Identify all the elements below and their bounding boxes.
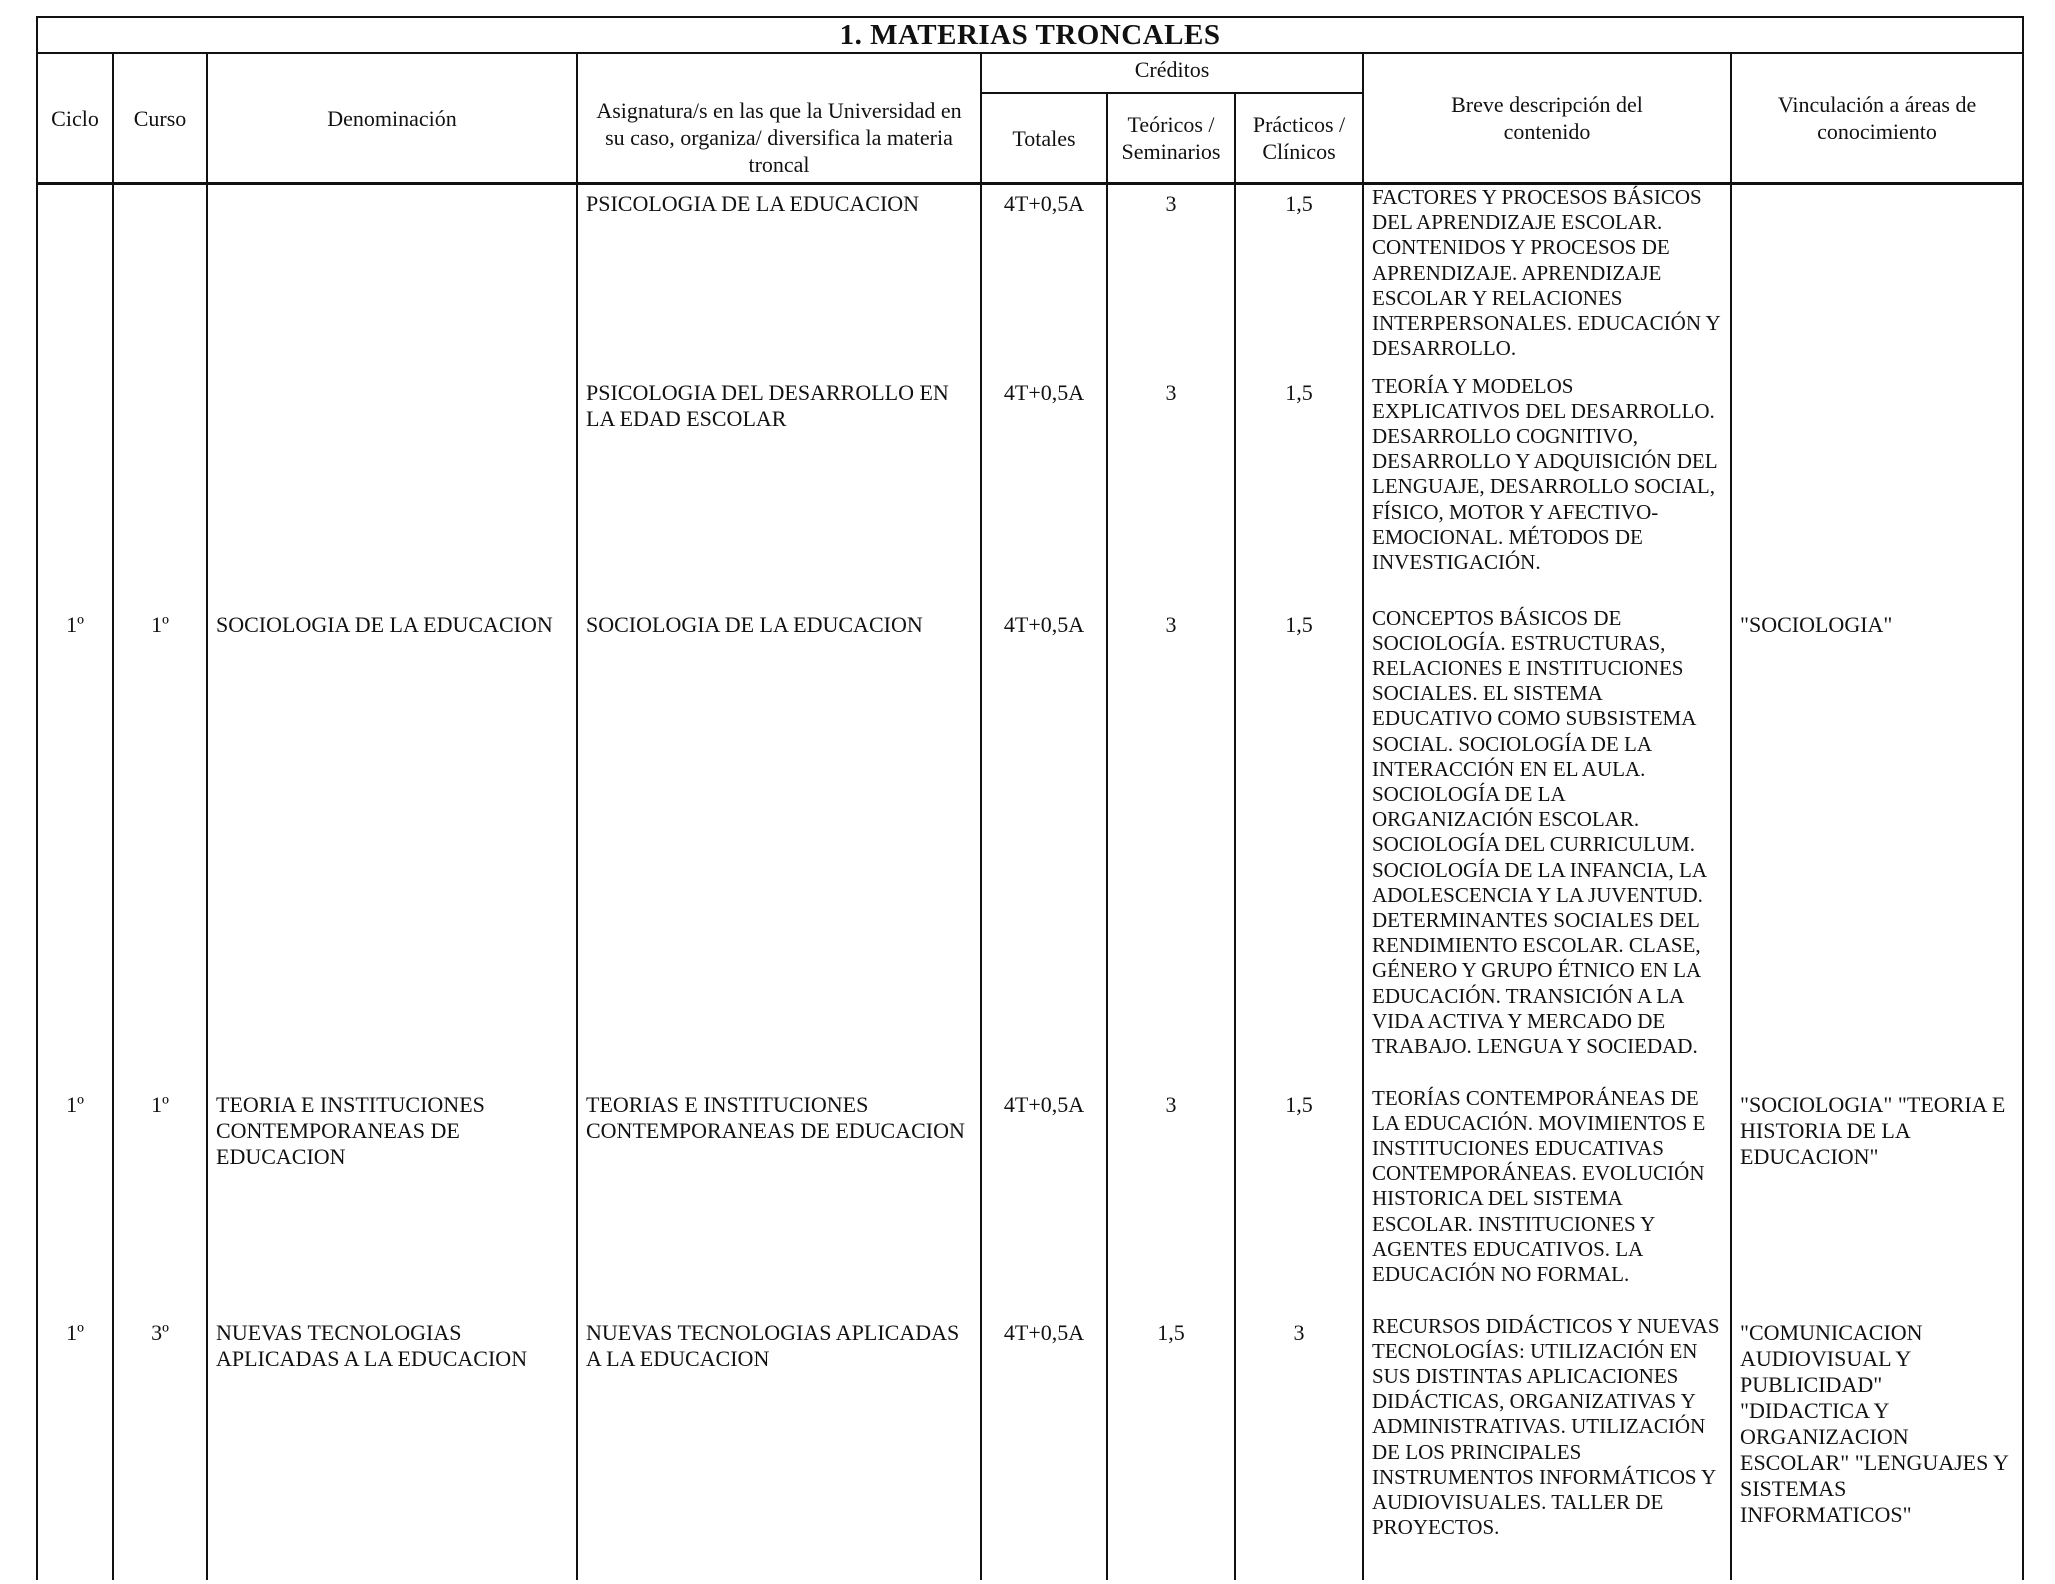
- cell-curso: 1º: [113, 606, 207, 1086]
- cell-descripcion: FACTORES Y PROCESOS BÁSICOS DEL APRENDIZAJE ESCOLAR. CONTENIDOS Y PROCESOS DE APRENDIZAJE. APRENDIZAJE ESCOLAR Y RELACIONES INTERPERSONALES. EDUCACIÓN Y DESARROLLO.: [1363, 184, 1731, 374]
- cell-teoricos: 1,5: [1107, 1314, 1235, 1580]
- header-curso: Curso: [113, 53, 207, 184]
- header-descripcion: Breve descripción del contenido: [1363, 53, 1731, 184]
- header-totales: Totales: [981, 93, 1107, 184]
- cell-asignatura: TEORIAS E INSTITUCIONES CONTEMPORANEAS DE EDUCACION: [577, 1086, 981, 1314]
- cell-vinculacion: [1731, 374, 2023, 606]
- cell-denominacion: TEORIA E INSTITUCIONES CONTEMPORANEAS DE EDUCACION: [207, 1086, 577, 1314]
- cell-totales: 4T+0,5A: [981, 1314, 1107, 1580]
- cell-practicos: 1,5: [1235, 184, 1363, 374]
- cell-curso: 3º: [113, 1314, 207, 1580]
- cell-teoricos: 3: [1107, 1086, 1235, 1314]
- cell-totales: 4T+0,5A: [981, 606, 1107, 1086]
- cell-descripcion: TEORÍAS CONTEMPORÁNEAS DE LA EDUCACIÓN. MOVIMIENTOS E INSTITUCIONES EDUCATIVAS CONTEMPORÁNEAS. EVOLUCIÓN HISTORICA DEL SISTEMA ESCOLAR. INSTITUCIONES Y AGENTES EDUCATIVOS. LA EDUCACIÓN NO FORMAL.: [1363, 1086, 1731, 1314]
- table-row: [37, 606, 2023, 1086]
- cell-practicos: 1,5: [1235, 1086, 1363, 1314]
- cell-ciclo: 1º: [37, 1314, 113, 1580]
- table-row: [37, 1314, 2023, 1580]
- cell-ciclo: 1º: [37, 606, 113, 1086]
- cell-vinculacion: "SOCIOLOGIA": [1731, 606, 2023, 1086]
- cell-denominacion: NUEVAS TECNOLOGIAS APLICADAS A LA EDUCACION: [207, 1314, 577, 1580]
- cell-practicos: 1,5: [1235, 374, 1363, 606]
- cell-teoricos: 3: [1107, 606, 1235, 1086]
- header-teoricos: Teóricos / Seminarios: [1107, 93, 1235, 184]
- cell-vinculacion: [1731, 184, 2023, 374]
- header-creditos: Créditos: [981, 53, 1363, 93]
- cell-totales: 4T+0,5A: [981, 1086, 1107, 1314]
- header-denominacion: Denominación: [207, 53, 577, 184]
- cell-curso: [113, 374, 207, 606]
- cell-curso: 1º: [113, 1086, 207, 1314]
- header-practicos: Prácticos / Clínicos: [1235, 93, 1363, 184]
- cell-totales: 4T+0,5A: [981, 374, 1107, 606]
- cell-ciclo: 1º: [37, 1086, 113, 1314]
- cell-descripcion: RECURSOS DIDÁCTICOS Y NUEVAS TECNOLOGÍAS: UTILIZACIÓN EN SUS DISTINTAS APLICACIONES DIDÁCTICAS, ORGANIZATIVAS Y ADMINISTRATIVAS. UTILIZACIÓN DE LOS PRINCIPALES INSTRUMENTOS INFORMÁTICOS Y AUDIOVISUALES. TALLER DE PROYECTOS.: [1363, 1314, 1731, 1580]
- cell-vinculacion: "SOCIOLOGIA" "TEORIA E HISTORIA DE LA EDUCACION": [1731, 1086, 2023, 1314]
- cell-denominacion: [207, 184, 577, 374]
- header-asignatura: Asignatura/s en las que la Universidad en su caso, organiza/ diversifica la materia troncal: [577, 53, 981, 184]
- cell-descripcion: CONCEPTOS BÁSICOS DE SOCIOLOGÍA. ESTRUCTURAS, RELACIONES E INSTITUCIONES SOCIALES. EL SISTEMA EDUCATIVO COMO SUBSISTEMA SOCIAL. SOCIOLOGÍA DE LA INTERACCIÓN EN EL AULA. SOCIOLOGÍA DE LA ORGANIZACIÓN ESCOLAR. SOCIOLOGÍA DEL CURRICULUM. SOCIOLOGÍA DE LA INFANCIA, LA ADOLESCENCIA Y LA JUVENTUD. DETERMINANTES SOCIALES DEL RENDIMIENTO ESCOLAR. CLASE, GÉNERO Y GRUPO ÉTNICO EN LA EDUCACIÓN. TRANSICIÓN A LA VIDA ACTIVA Y MERCADO DE TRABAJO. LENGUA Y SOCIEDAD.: [1363, 606, 1731, 1086]
- table-row: [37, 1086, 2023, 1314]
- cell-totales: 4T+0,5A: [981, 184, 1107, 374]
- table-title: 1. MATERIAS TRONCALES: [37, 17, 2023, 53]
- cell-denominacion: SOCIOLOGIA DE LA EDUCACION: [207, 606, 577, 1086]
- materias-table: [36, 16, 2024, 1580]
- cell-asignatura: NUEVAS TECNOLOGIAS APLICADAS A LA EDUCACION: [577, 1314, 981, 1580]
- header-vinculacion: Vinculación a áreas de conocimiento: [1731, 53, 2023, 184]
- cell-asignatura: SOCIOLOGIA DE LA EDUCACION: [577, 606, 981, 1086]
- cell-asignatura: PSICOLOGIA DE LA EDUCACION: [577, 184, 981, 374]
- cell-denominacion: [207, 374, 577, 606]
- cell-teoricos: 3: [1107, 184, 1235, 374]
- cell-vinculacion: "COMUNICACION AUDIOVISUAL Y PUBLICIDAD" "DIDACTICA Y ORGANIZACION ESCOLAR" "LENGUAJES Y SISTEMAS INFORMATICOS": [1731, 1314, 2023, 1580]
- cell-practicos: 1,5: [1235, 606, 1363, 1086]
- cell-ciclo: [37, 184, 113, 374]
- cell-ciclo: [37, 374, 113, 606]
- cell-descripcion: TEORÍA Y MODELOS EXPLICATIVOS DEL DESARROLLO. DESARROLLO COGNITIVO, DESARROLLO Y ADQUISICIÓN DEL LENGUAJE, DESARROLLO SOCIAL, FÍSICO, MOTOR Y AFECTIVO-EMOCIONAL. MÉTODOS DE INVESTIGACIÓN.: [1363, 374, 1731, 606]
- cell-practicos: 3: [1235, 1314, 1363, 1580]
- table-row: [37, 184, 2023, 374]
- cell-curso: [113, 184, 207, 374]
- document-sheet: [36, 16, 2022, 1580]
- header-ciclo: Ciclo: [37, 53, 113, 184]
- cell-asignatura: PSICOLOGIA DEL DESARROLLO EN LA EDAD ESCOLAR: [577, 374, 981, 606]
- cell-teoricos: 3: [1107, 374, 1235, 606]
- table-row: [37, 374, 2023, 606]
